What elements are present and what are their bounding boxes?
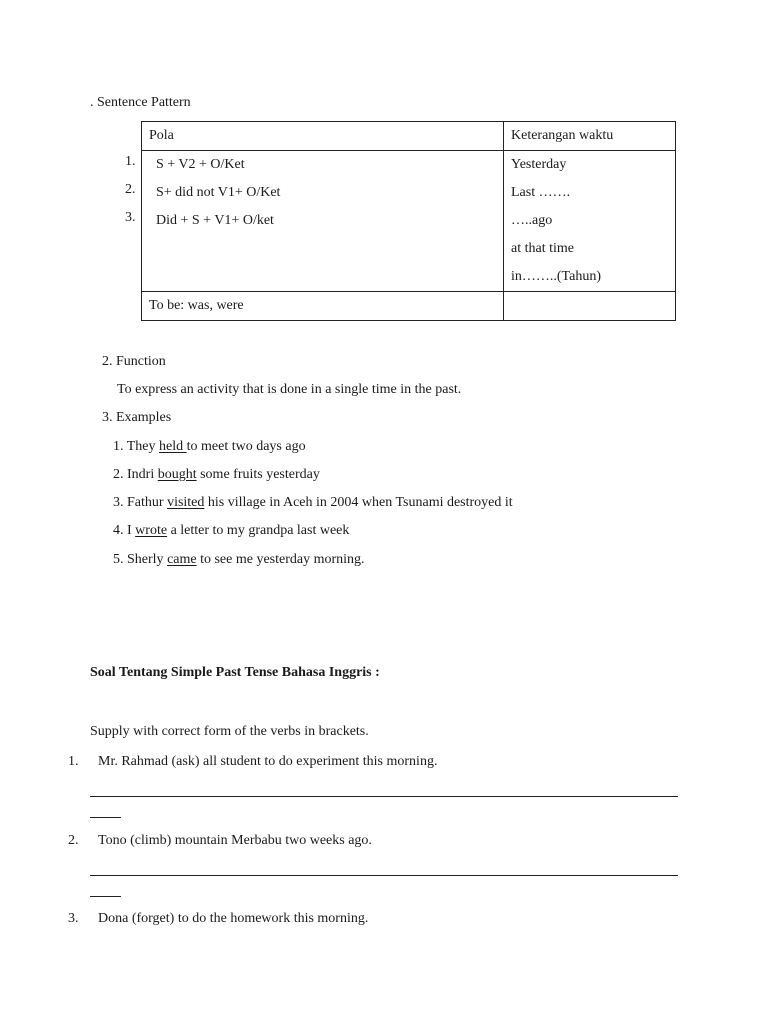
example-rest: to meet two days ago: [186, 439, 306, 454]
table-footer-row: [142, 292, 676, 321]
example-prefix: 3. Fathur: [113, 495, 168, 510]
example-verb: visited: [167, 495, 205, 510]
answer-line-end: [90, 896, 121, 897]
function-text: To express an activity that is done in a single time in the past.: [117, 382, 462, 397]
example-prefix: 1. They: [113, 439, 160, 454]
soal-title: Soal Tentang Simple Past Tense Bahasa Inggris :: [90, 665, 380, 680]
patterns-cell: [142, 151, 504, 292]
example-verb: bought: [157, 467, 197, 482]
time-word: in……..(Tahun): [511, 269, 602, 284]
example-rest: to see me yesterday morning.: [196, 552, 365, 567]
question-text: Mr. Rahmad (ask) all student to do experiment this morning.: [98, 754, 438, 769]
question-number: 3.: [68, 911, 79, 926]
example-item: [113, 439, 306, 455]
time-word: Yesterday: [511, 157, 567, 172]
table-header-row: [142, 122, 676, 151]
example-verb: held: [159, 439, 187, 454]
example-item: [113, 495, 513, 511]
example-item: [113, 523, 349, 539]
question-text: Dona (forget) to do the homework this morning.: [98, 911, 369, 926]
time-word: Last …….: [511, 185, 571, 200]
sentence-pattern-table: [141, 121, 676, 321]
example-item: [113, 467, 320, 483]
header-pola: Pola: [142, 122, 504, 151]
answer-line[interactable]: [90, 796, 678, 797]
example-verb: came: [167, 552, 197, 567]
question-text: Tono (climb) mountain Merbabu two weeks ago.: [98, 833, 372, 848]
example-prefix: 4. I: [113, 523, 136, 538]
to-be-cell: To be: was, were: [142, 292, 504, 321]
example-rest: his village in Aceh in 2004 when Tsunami destroyed it: [204, 495, 513, 510]
pattern-item: S + V2 + O/Ket: [156, 157, 245, 172]
table-body-row: [142, 151, 676, 292]
question-number: 2.: [68, 833, 79, 848]
row-number: 1.: [125, 154, 136, 169]
answer-line[interactable]: [90, 875, 678, 876]
function-title: 2. Function: [102, 354, 166, 369]
example-item: [113, 552, 365, 568]
question-number: 1.: [68, 754, 79, 769]
soal-instruction: Supply with correct form of the verbs in brackets.: [90, 724, 369, 739]
pattern-item: S+ did not V1+ O/Ket: [156, 185, 281, 200]
pattern-item: Did + S + V1+ O/ket: [156, 213, 274, 228]
time-words-cell: [504, 151, 676, 292]
row-number: 3.: [125, 210, 136, 225]
time-word: …..ago: [511, 213, 553, 228]
example-verb: wrote: [135, 523, 168, 538]
header-keterangan-waktu: Keterangan waktu: [504, 122, 676, 151]
examples-title: 3. Examples: [102, 410, 172, 425]
example-rest: a letter to my grandpa last week: [167, 523, 350, 538]
time-word: at that time: [511, 241, 574, 256]
row-number: 2.: [125, 182, 136, 197]
example-prefix: 2. Indri: [113, 467, 158, 482]
example-rest: some fruits yesterday: [196, 467, 320, 482]
example-prefix: 5. Sherly: [113, 552, 168, 567]
answer-line-end: [90, 817, 121, 818]
section-heading: . Sentence Pattern: [90, 95, 191, 110]
empty-cell: [504, 292, 676, 321]
